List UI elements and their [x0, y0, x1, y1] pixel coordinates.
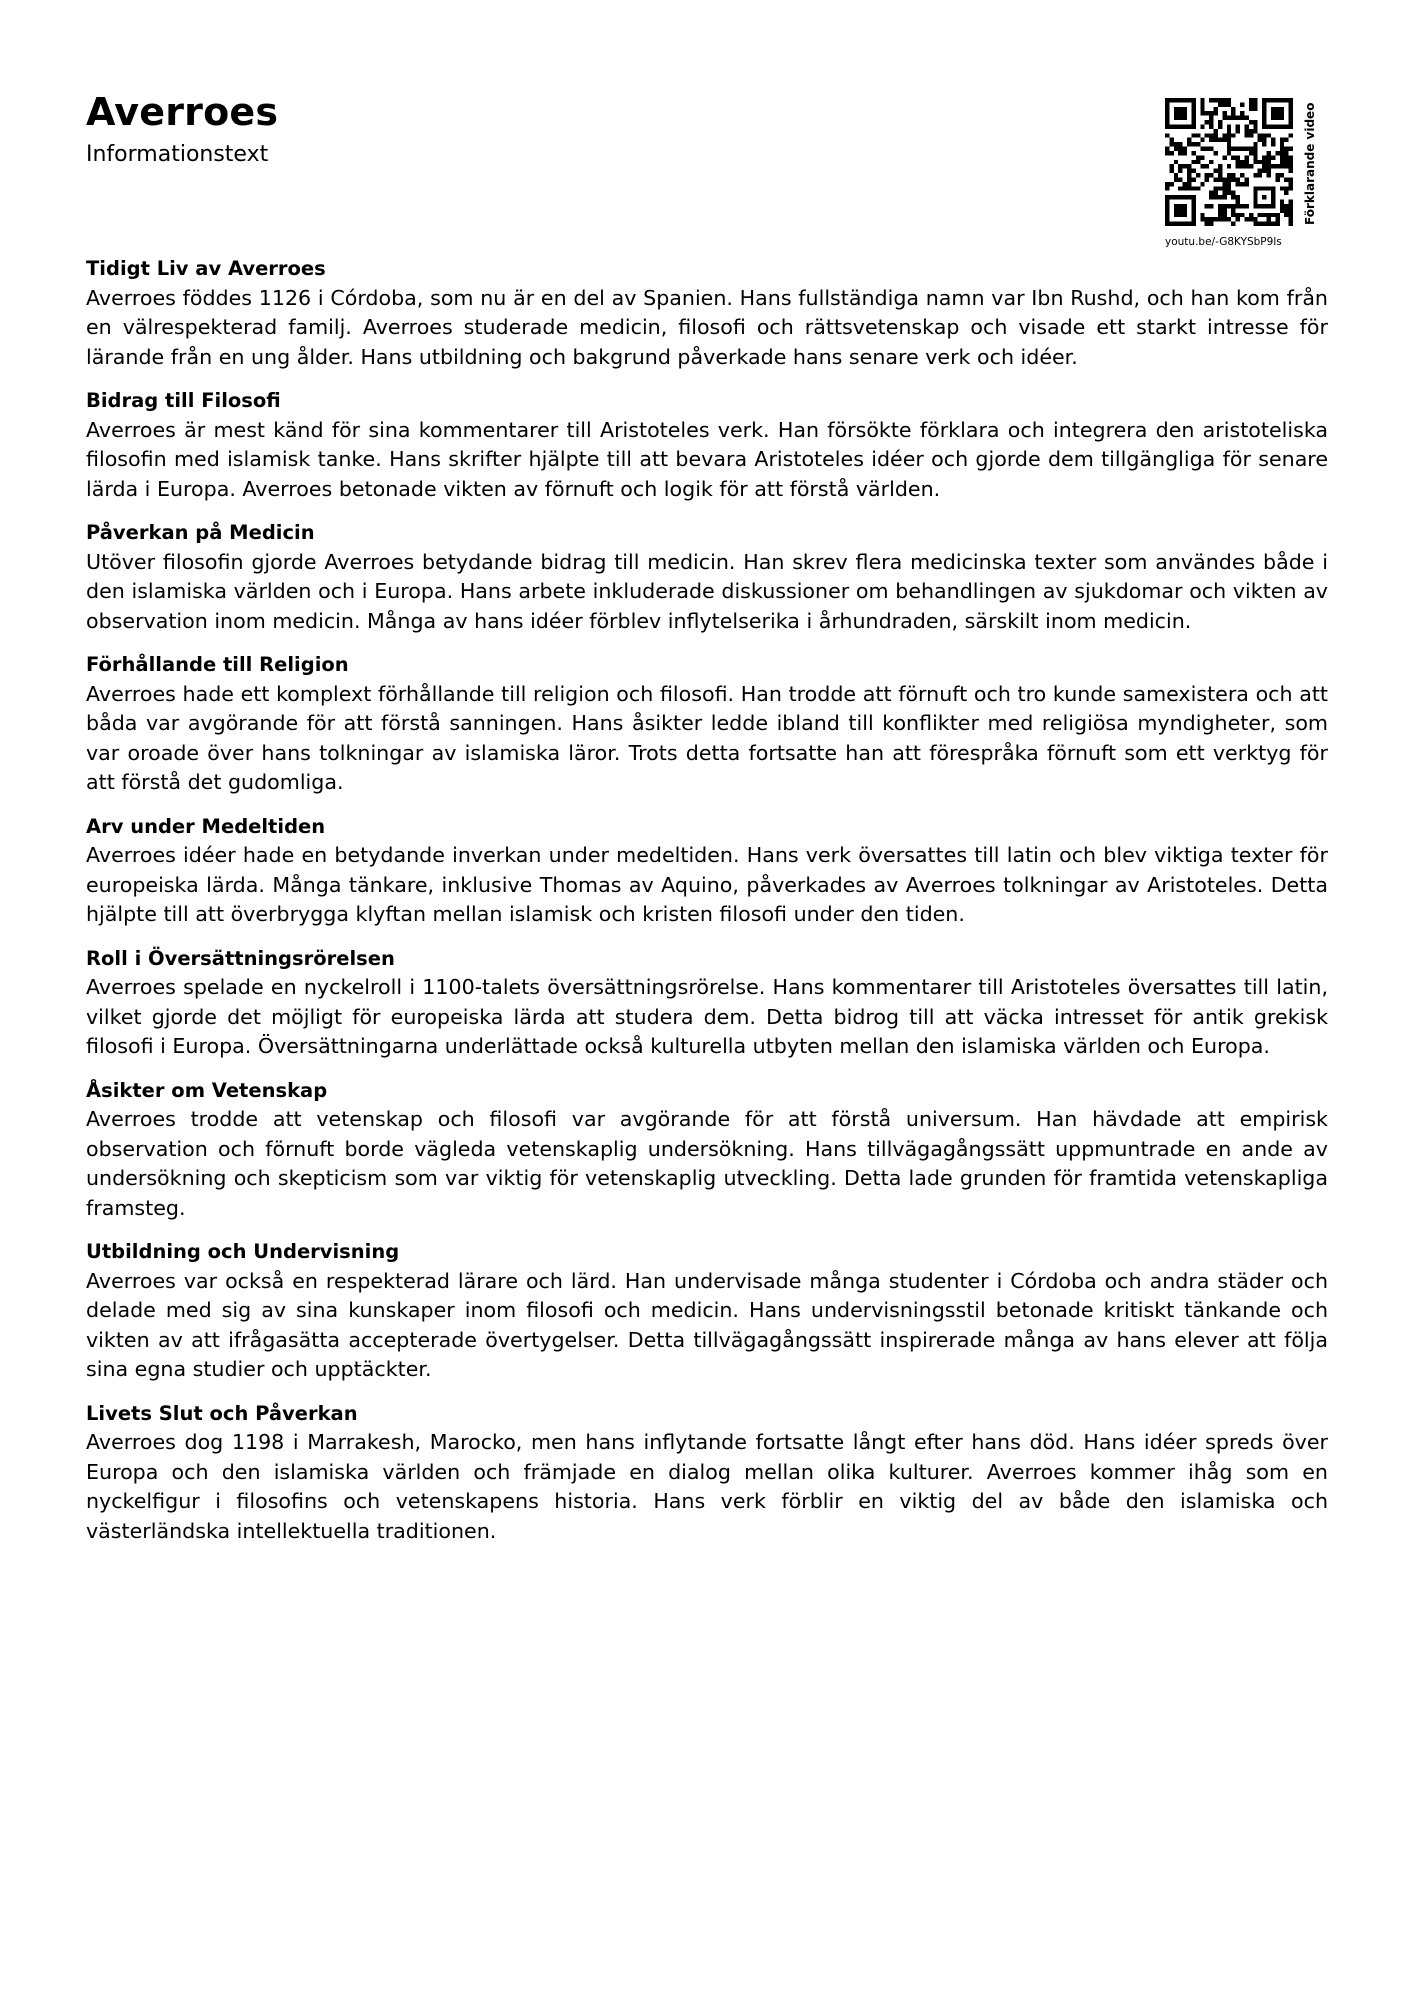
section-heading: Tidigt Liv av Averroes — [86, 257, 326, 280]
video-qr-block[interactable] — [1165, 98, 1335, 258]
section-body: Averroes trodde att vetenskap och filosofi var avgörande för att förstå universum. Han hävdade att empirisk observation och förnuft borde vägleda vetenskaplig undersökning. Hans tillvägagångssätt uppmuntrade en ande av undersökning och skepticism som var viktig för vetenskaplig utveckling. Detta lade grunden för framtida vetenskapliga framsteg. — [86, 1107, 1328, 1220]
section-body: Averroes hade ett komplext förhållande till religion och filosofi. Han trodde att förnuft och tro kunde samexistera och att båda var avgörande för att förstå sanningen. Hans åsikter ledde ibland till konflikter med religiösa myndigheter, som var oroade över hans tolkningar av islamiska läror. Trots detta fortsatte han att förespråka förnuft som ett verktyg för att förstå det gudomliga. — [86, 681, 1328, 794]
section-teaching — [86, 1237, 1328, 1385]
section-heading: Roll i Översättningsrörelsen — [86, 946, 395, 970]
section-medieval-legacy — [86, 812, 1328, 930]
section-philosophy — [86, 386, 1328, 504]
section-science-views — [86, 1076, 1328, 1224]
section-translation-movement — [86, 944, 1328, 1062]
section-heading: Utbildning och Undervisning — [86, 1240, 400, 1263]
section-body: Averroes dog 1198 i Marrakesh, Marocko, men hans inflytande fortsatte långt efter hans död. Hans idéer spreds över Europa och den islamiska världen och främjade en dialog mellan olika kulturer. Averroes kommer ihåg som en nyckelfigur i filosofins och vetenskapens historia. Hans verk förblir en viktig del av både den islamiska och västerländska intellektuella traditionen. — [86, 1430, 1328, 1543]
page-title: Averroes — [86, 90, 279, 134]
section-body: Averroes spelade en nyckelroll i 1100-talets översättningsrörelse. Hans kommentarer till Aristoteles översattes till latin, vilket gjorde det möjligt för europeiska lärda att studera dem. Detta bidrog till att väcka intresset för antik grekisk filosofi i Europa. Översättningarna underlättade också kulturella utbyten mellan den islamiska världen och Europa. — [86, 975, 1328, 1058]
section-body: Averroes är mest känd för sina kommentarer till Aristoteles verk. Han försökte förklara och integrera den aristoteliska filosofin med islamisk tanke. Hans skrifter hjälpte till att bevara Aristoteles idéer och gjorde dem tillgängliga för senare lärda i Europa. Averroes betonade vikten av förnuft och logik för att förstå världen. — [86, 417, 1328, 501]
section-body: Averroes föddes 1126 i Córdoba, som nu är en del av Spanien. Hans fullständiga namn var Ibn Rushd, och han kom från en välrespekterad familj. Averroes studerade medicin, filosofi och rättsvetenskap och visade ett starkt intresse för lärande från en ung ålder. Hans utbildning och bakgrund påverkade hans senare verk och idéer. — [86, 285, 1328, 369]
document-header — [86, 88, 986, 170]
page-subtitle: Informationstext — [86, 142, 269, 167]
section-heading: Arv under Medeltiden — [86, 814, 326, 838]
section-body: Utöver filosofin gjorde Averroes betydande bidrag till medicin. Han skrev flera medicinska texter som användes både i den islamiska världen och i Europa. Hans arbete inkluderade diskussioner om behandlingen av sjukdomar och vikten av observation inom medicin. Många av hans idéer förblev inflytelserika i århundraden, särskilt inom medicin. — [86, 549, 1328, 633]
section-heading: Livets Slut och Påverkan — [86, 1401, 358, 1425]
section-end-of-life — [86, 1399, 1328, 1547]
section-heading: Påverkan på Medicin — [86, 521, 315, 544]
section-religion — [86, 650, 1328, 798]
section-heading: Bidrag till Filosofi — [86, 389, 281, 412]
qr-code-icon[interactable] — [1165, 98, 1293, 226]
section-heading: Förhållande till Religion — [86, 653, 349, 676]
qr-url-text[interactable]: youtu.be/-G8KYSbP9ls — [1165, 236, 1282, 248]
qr-caption: Förklarande video — [1303, 102, 1317, 226]
document-content — [86, 254, 1328, 1560]
section-heading: Åsikter om Vetenskap — [86, 1078, 328, 1102]
section-medicine — [86, 518, 1328, 636]
section-body: Averroes var också en respekterad lärare och lärd. Han undervisade många studenter i Córdoba och andra städer och delade med sig av sina kunskaper inom filosofi och medicin. Hans undervisningsstil betonade kritiskt tänkande och vikten av att ifrågasätta accepterade övertygelser. Detta tillvägagångssätt inspirerade många av hans elever att följa sina egna studier och upptäckter. — [86, 1268, 1328, 1381]
section-body: Averroes idéer hade en betydande inverkan under medeltiden. Hans verk översattes till latin och blev viktiga texter för europeiska lärda. Många tänkare, inklusive Thomas av Aquino, påverkades av Averroes tolkningar av Aristoteles. Detta hjälpte till att överbrygga klyftan mellan islamisk och kristen filosofi under den tiden. — [86, 843, 1328, 926]
section-early-life — [86, 254, 1328, 372]
